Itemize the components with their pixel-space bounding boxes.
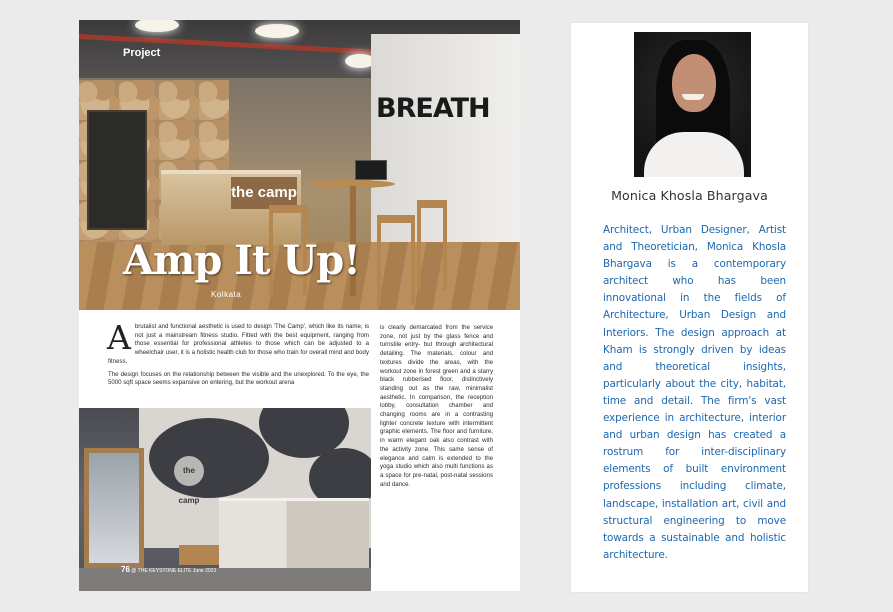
glass-door [87,110,147,230]
portrait-smile [682,94,704,100]
portrait-face [672,54,716,112]
article-left-column [107,318,369,388]
page-folio [121,565,216,574]
wall-graphic-shape [149,418,269,498]
magazine-page [79,20,520,591]
article-paragraph [107,318,369,367]
profile-card [571,23,808,592]
article-right-column: is clearly demarcated from the service zone, not just by the glass fence and turnstile entry- but through architectural detailing. The materials, colour and textures divide the areas, with the workout zone in forest green and a starry black rubberised floor, distinctively standing out as the raw, minimalist aesthetic. In comparison, the reception lobby, consultation chamber and changing rooms are in a contrasting lighter concrete texture with intermittent graphic elements. The floor and furniture, in warm elegant oak also contrast with the activity zone. This same sense of elegance and calm is extended to the yoga studio which also multi functions as a space for pre-natal, post-natal sessions and dance. [380,324,493,488]
bar-stool [417,200,447,290]
page-number: 76 [121,565,130,574]
wall-lettering: BREATH [376,93,490,124]
portrait-photo [634,32,751,177]
article-paragraph: The design focuses on the relationship between the visible and the unexplored. To the eye, the 5000 sqft space seems expansive on entering, but the workout arena [108,370,369,387]
person-bio: Architect, Urban Designer, Artist and Theoretician, Monica Khosla Bhargava is a contemporary architect who has been innovational in the fields of Architecture, Urban Design and Interiors. The design approach at Kham is strongly driven by ideas and theoretical insights, particularly about the city, habitat, time and detail. The firm's vast experience in architecture, interior and urban design has created a rostrum for inter-disciplinary elements of built environment professions including climate, landscape, installation art, civil and structural engineering to move towards a sustainable and holistic architecture. [603,224,786,561]
wooden-bench [179,545,219,565]
article-location: Kolkata [211,290,242,299]
bar-stool [377,215,415,305]
section-label: Project [123,47,161,59]
laptop [355,160,387,180]
paragraph-text: brutalist and functional aesthetic is used to design 'The Camp', which like its name, is not just a mainstream fitness studio. Fitted with the best equipment, ranging from those essential for professional athletes to those which can be adjusted to a wheelchair user, it is a holistic health club for those who train for overall mind and body fitness. [108,323,369,365]
counter-logo: the camp [231,177,297,209]
glass-entrance [84,448,144,568]
wall-logo: the camp [174,456,204,486]
ceiling-lamp [255,24,299,38]
person-name: Monica Khosla Bhargava [611,188,768,203]
drop-cap: A [107,318,131,357]
article-headline: Amp It Up! [123,237,360,284]
reception-photo [79,408,371,591]
folio-text: @ THE KEYSTONE ELITE June 2023 [131,568,217,574]
hero-photo [79,20,520,310]
